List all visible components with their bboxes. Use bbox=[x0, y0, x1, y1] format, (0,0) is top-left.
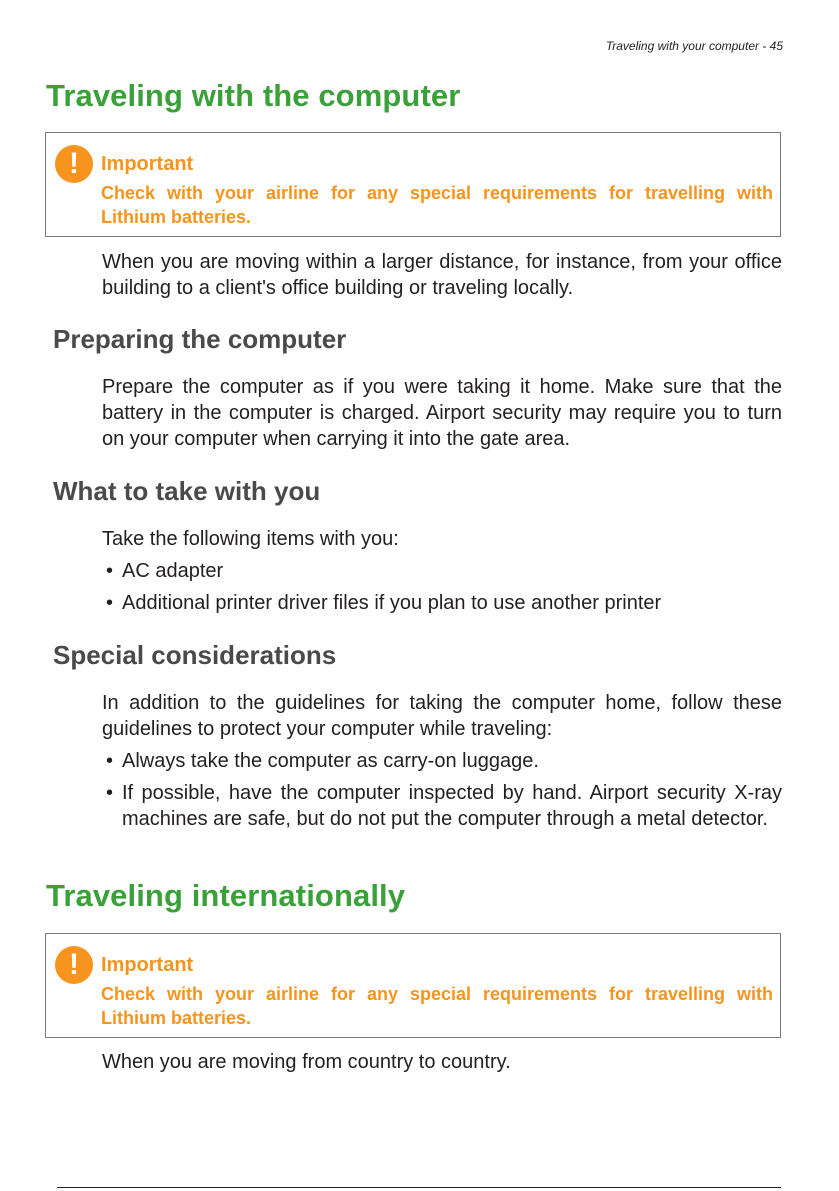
list-item bbox=[102, 558, 782, 584]
important-note-box bbox=[45, 132, 781, 237]
what-to-take-intro: Take the following items with you: bbox=[102, 528, 399, 550]
list-item-text: If possible, have the computer inspected by hand. Airport security X-ray machines are safe, but do not put the computer through a metal detector. bbox=[122, 782, 782, 830]
note-title: Important bbox=[101, 153, 194, 175]
intro-paragraph: When you are moving within a larger distance, for instance, from your office building to a client's office building or traveling locally. bbox=[102, 251, 782, 299]
section-title-traveling-internationally: Traveling internationally bbox=[46, 878, 406, 913]
note-text: Check with your airline for any special requirements for travelling with Lithium batteries. bbox=[101, 183, 773, 227]
subheading-special-considerations: Special considerations bbox=[53, 640, 337, 670]
running-header: Traveling with your computer - 45 bbox=[605, 39, 783, 53]
subheading-what-to-take: What to take with you bbox=[53, 476, 321, 506]
exclamation-icon: ! bbox=[55, 946, 93, 984]
preparing-paragraph: Prepare the computer as if you were taking it home. Make sure that the battery in the computer is charged. Airport security may require you to turn on your computer when carrying it into the gate area. bbox=[102, 376, 782, 450]
subheading-preparing: Preparing the computer bbox=[53, 324, 347, 354]
bullet-marker: • bbox=[106, 782, 114, 804]
special-intro: In addition to the guidelines for taking the computer home, follow these guidelines to protect your computer while traveling: bbox=[102, 692, 782, 740]
section-title-traveling-with-computer: Traveling with the computer bbox=[46, 78, 461, 113]
bullet-marker: • bbox=[106, 750, 114, 772]
list-item bbox=[102, 748, 782, 774]
list-item-text: Always take the computer as carry-on luggage. bbox=[122, 750, 539, 772]
list-item-text: Additional printer driver files if you plan to use another printer bbox=[122, 592, 662, 614]
list-item-text: AC adapter bbox=[122, 560, 224, 582]
exclamation-icon: ! bbox=[55, 145, 93, 183]
note-text: Check with your airline for any special requirements for travelling with Lithium batteries. bbox=[101, 984, 773, 1028]
important-note-box bbox=[45, 933, 781, 1038]
list-item bbox=[102, 780, 782, 832]
note-title: Important bbox=[101, 954, 194, 976]
footer-rule bbox=[57, 1187, 781, 1188]
list-item bbox=[102, 590, 782, 616]
bullet-marker: • bbox=[106, 560, 114, 582]
bullet-marker: • bbox=[106, 592, 114, 614]
international-intro: When you are moving from country to country. bbox=[102, 1051, 511, 1073]
